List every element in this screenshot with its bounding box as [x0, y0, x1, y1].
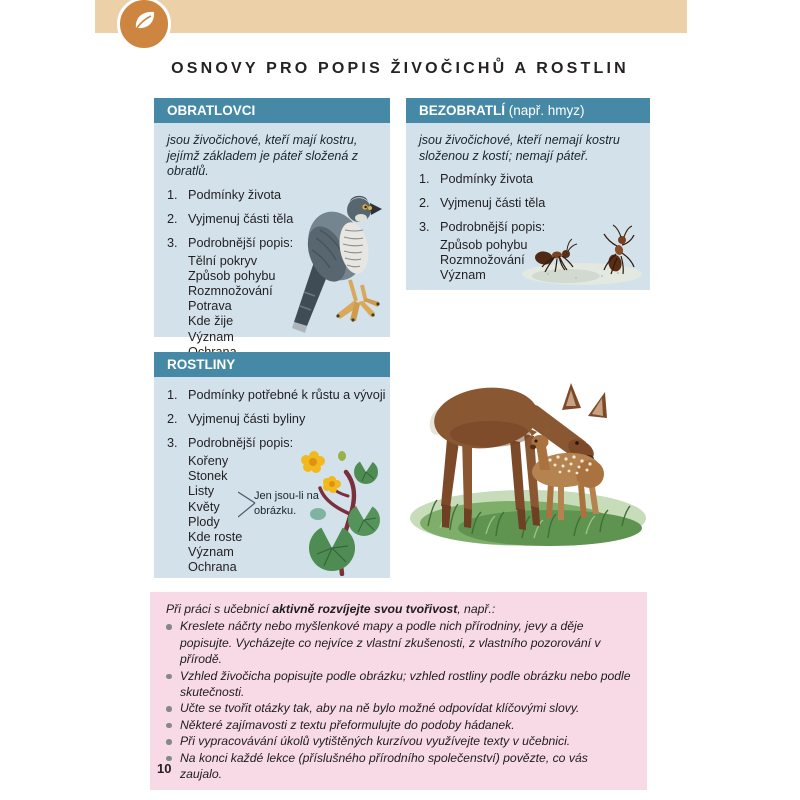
box-bezobratli-header: [406, 98, 650, 123]
bezobratli-sublist: Způsob pohybu Rozmnožování Význam: [440, 238, 528, 283]
bullet-icon: [166, 733, 180, 749]
box-obratlovci-title: OBRATLOVCI: [167, 103, 256, 118]
box-rostliny-title: ROSTLINY: [167, 357, 236, 372]
bullet-icon: [166, 717, 180, 733]
tip-item: Při vypracovávání úkolů vytištěných kurzívou využívejte texty v učebnici.: [166, 733, 633, 749]
page-number: 10: [157, 761, 172, 776]
list-item: 3. Podrobnější popis:: [167, 235, 294, 250]
flower: [323, 476, 341, 493]
page-title: OSNOVY PRO POPIS ŽIVOČICHŮ A ROSTLIN: [171, 60, 629, 77]
list-item: 3. Podrobnější popis:: [167, 436, 294, 450]
publisher-logo: [117, 0, 171, 51]
box-bezobratli-title: BEZOBRATLÍ: [419, 103, 505, 118]
list-item: 2. Vyjmenuj části těla: [167, 211, 294, 226]
box-bezobratli-title-suffix: (např. hmyz): [505, 103, 585, 118]
tip-item: Některé zajímavosti z textu přeformulujte do podoby hádanek.: [166, 717, 633, 733]
tip-item: Na konci každé lekce (příslušného přírodního společenství) povězte, co vás zaujalo.: [166, 750, 633, 783]
obratlovci-sublist: Tělní pokryv Způsob pohybu Rozmnožování Potrava Kde žije Význam: [188, 253, 276, 344]
box-rostliny-header: [154, 352, 390, 377]
tips-box: [150, 592, 647, 790]
list-item: 2. Vyjmenuj části těla: [419, 196, 546, 210]
obratlovci-intro: jsou živočichové, kteří mají kostru, jejímž základem je páteř složená z obratlů.: [167, 133, 359, 178]
top-tan-bar: [95, 0, 687, 33]
marsh-marigold-plant-illustration: [292, 436, 388, 576]
note-text: Jen jsou-li na obrázku.: [254, 490, 319, 517]
list-item: 1. Podmínky života: [419, 172, 534, 186]
list-item: 1. Podmínky potřebné k růstu a vývoji: [167, 388, 386, 402]
box-obratlovci-header: [154, 98, 390, 123]
ants-illustration: [518, 216, 646, 288]
bullet-icon: [166, 700, 180, 716]
rostliny-sublist: Kořeny Stonek Listy Květy Plody Kde roste Význam Ochrana: [188, 454, 243, 575]
leaf-icon: [128, 6, 160, 43]
roe-deer-with-fawn-illustration: [398, 358, 666, 586]
tip-item: Kreslete náčrty nebo myšlenkové mapy a podle nich přírodniny, jevy a děje popisujte. Vycházejte co nejvíce z vlastní zkušenosti, z vlastního pozorování v přírodě.: [166, 618, 633, 667]
list-item: 2. Vyjmenuj části byliny: [167, 412, 306, 426]
sparrowhawk-illustration: [270, 190, 388, 338]
list-item: 1. Podmínky života: [167, 187, 282, 202]
tip-item: Učte se tvořit otázky tak, aby na ně bylo možné odpovídat klíčovými slovy.: [166, 700, 633, 716]
flower: [301, 451, 325, 473]
bullet-icon: [166, 668, 180, 701]
list-item: 3. Podrobnější popis:: [419, 220, 546, 234]
tips-lead: Při práci s učebnicí aktivně rozvíjejte svou tvořivost, např.:: [166, 602, 496, 616]
tip-item: Vzhled živočicha popisujte podle obrázku; vzhled rostliny podle obrázku nebo podle skutečnosti.: [166, 668, 633, 701]
bezobratli-intro: jsou živočichové, kteří nemají kostru složenou z kostí; nemají páteř.: [419, 133, 620, 163]
bullet-icon: [166, 618, 180, 667]
